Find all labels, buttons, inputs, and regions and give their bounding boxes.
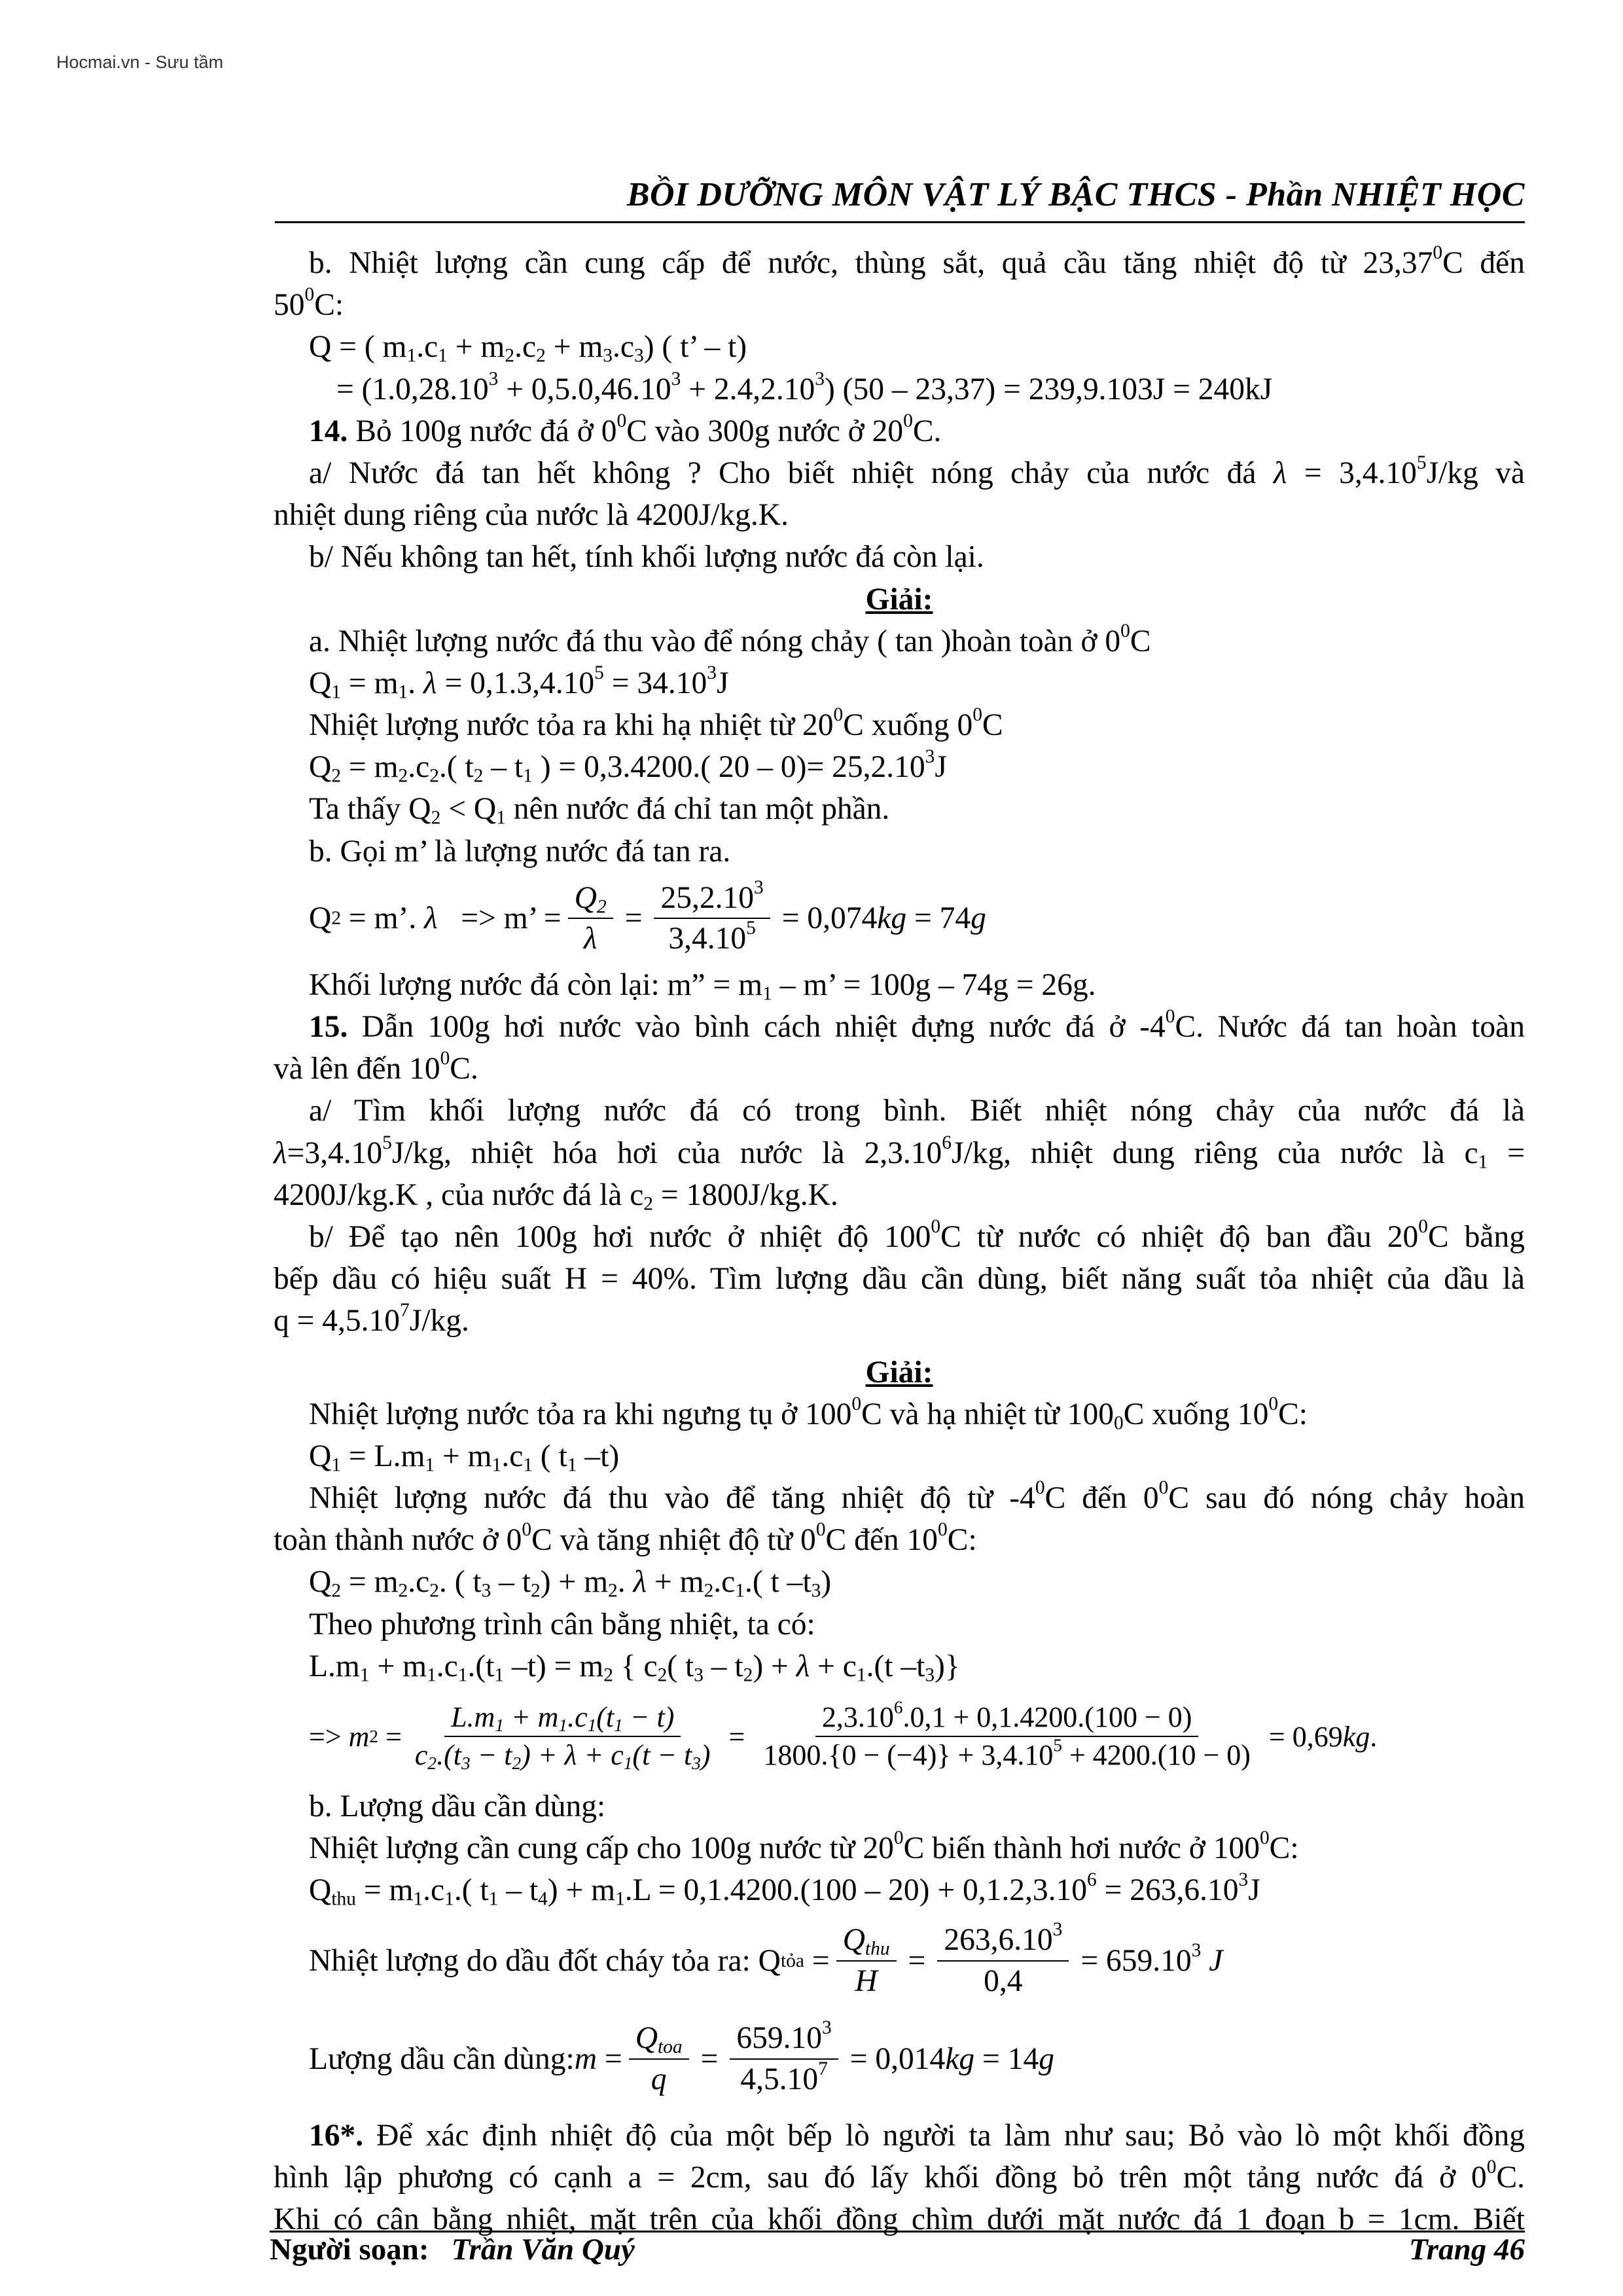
text-line: b. Gọi m’ là lượng nước đá tan ra.: [309, 834, 731, 869]
text-line: Khi có cân bằng nhiệt, mặt trên của khối đồng chìm dưới mặt nước đá 1 đoạn b = 1cm. Biết: [274, 2202, 1525, 2236]
equation-line: Q = ( $m_1.c_1 + m_2.c_2 + m_3.c_3$) ( t’ – t): [309, 330, 747, 367]
fraction-equation: => m 2 = $\frac{L.m_1 + m_1.c_1(t_1 - t)}{c_2.(t_3 - t_2) + \lambda + c_1(t - t_3)}$ = $\frac{2,3.10^6.0,1 + 0,1.4200.(100 - 0)}{1800.\{0 - (-4)\} + 3,4.10^5 + 4200.(10 - 0)}$ = 0,69kg.: [309, 1697, 1378, 1773]
source-watermark: Hocmai.vn - Sưu tầm: [56, 52, 224, 72]
solution-heading: Giải:: [865, 582, 933, 617]
text-line: Ta thấy $Q_2 < Q_1$ nên nước đá chỉ tan một phần.: [309, 792, 890, 829]
solution-heading: Giải:: [865, 1355, 933, 1390]
problem-16-title: 16*. Để xác định nhiệt độ của một bếp lò người ta làm như sau; Bỏ vào lò một khối đồng: [309, 2118, 1525, 2153]
text-line: $\lambda=3,4.10^5J/kg$, nhiệt hóa hơi của nước là 2,3.10$^6$J/kg, nhiệt dung riêng của nước là $c_1$ =: [274, 1132, 1525, 1172]
text-line: 4200J/kg.K , của nước đá là $c_2 = 1800J/kg.K$.: [274, 1177, 838, 1215]
text-line: toàn thành nước ở $0^0C$ và tăng nhiệt độ từ $0^0C$ đến $10^0C$:: [274, 1519, 977, 1558]
text-line: Nhiệt lượng cần cung cấp cho 100g nước từ $20^0C$ biến thành hơi nước ở $100^0C$:: [309, 1827, 1299, 1866]
equation-line: $L.m_1 + m_1.c_1.(t_1$ $-t) = m_2$ { $c_2$( $t_3 - t_2) + \lambda + c_1.(t$ $-t_3$)}: [309, 1649, 960, 1686]
footer-page-number: Trang 46: [1408, 2233, 1525, 2267]
text-line: $50^0C$:: [274, 284, 344, 323]
header-title: BỒI DƯỠNG MÔN VẬT LÝ BẬC THCS - Phần NHIỆT HỌC: [626, 176, 1525, 213]
footer-author: Người soạn: Trần Văn Quý: [270, 2233, 635, 2267]
text-line: $q = 4,5.10^7J/kg$.: [274, 1300, 469, 1338]
fraction-equation: Lượng dầu cần dùng: m = $\frac{Q_{toa}}{q}$ = $\frac{659.10^3}{4,5.10^7}$ = 0,014kg = 14g: [309, 2017, 1054, 2096]
text-line: Nhiệt lượng nước tỏa ra khi ngưng tụ ở $100^0C$ và hạ nhiệt từ $100_0C$ xuống $10^0C$:: [309, 1393, 1308, 1434]
equation-line: $Q_{thu} = m_1.c_1$.( $t_1 - t_4) + m_1.L = 0,1.4200.(100 - 20) + 0,1.2,3.10^6 = 263,6.10^3J$: [309, 1869, 1260, 1910]
text-line: a/ Nước đá tan hết không ? Cho biết nhiệt nóng chảy của nước đá $\lambda = 3,4.10^5J/kg$ và: [309, 452, 1525, 490]
text-line: Theo phương trình cân bằng nhiệt, ta có:: [309, 1607, 815, 1641]
text-line: b/ Nếu không tan hết, tính khối lượng nước đá còn lại.: [309, 540, 984, 575]
text-line: Nhiệt lượng nước đá thu vào để tăng nhiệt độ từ $-4^0C$ đến $0^0C$ sau đó nóng chảy hoàn: [309, 1477, 1525, 1516]
equation-line: = $(1.0,28.10^3 + 0,5.0,46.10^3 + 2.4,2.10^3)$ (50 – 23,37) = 239,9.103J = 240kJ: [336, 368, 1273, 406]
text-line: và lên đến $10^0C$.: [274, 1048, 478, 1086]
text-line: a. Nhiệt lượng nước đá thu vào để nóng chảy ( tan )hoàn toàn ở $0^0C$: [309, 620, 1151, 658]
page-content: [274, 242, 1525, 2240]
fraction-equation: Q 2 = m’. λ => m’ = $\frac{Q_2}{\lambda}$ = $\frac{25,2.10^3}{3,4.10^5}$ = 0,074kg = 74g: [309, 876, 986, 956]
text-line: b. Nhiệt lượng cần cung cấp để nước, thùng sắt, quả cầu tăng nhiệt độ từ 23,37$^0$C đến: [309, 242, 1525, 280]
problem-14-title: 14. Bỏ 100g nước đá ở $0^0C$ vào 300g nước ở $20^0C$.: [309, 410, 942, 448]
equation-line: $Q_2 = m_2.c_2$.( $t_2 - t_1$ ) = 0,3.4200.( $20 - 0)= 25,2.10^3J$: [309, 746, 947, 787]
text-line: bếp dầu có hiệu suất H = 40%. Tìm lượng dầu cần dùng, biết năng suất tỏa nhiệt của dầu là: [274, 1262, 1525, 1297]
text-line: b/ Để tạo nên 100g hơi nước ở nhiệt độ $100^0C$ từ nước có nhiệt độ ban đầu $20^0C$ bằng: [309, 1215, 1525, 1254]
text-line: Nhiệt lượng nước tỏa ra khi hạ nhiệt từ $20^0C$ xuống $0^0C$: [309, 704, 1003, 743]
equation-line: $Q_2 = m_2.c_2$. ( $t_3 - t_2) + m_2$. $\lambda + m_2.c_1$.( t $-t_3$): [309, 1565, 832, 1602]
text-line: a/ Tìm khối lượng nước đá có trong bình. Biết nhiệt nóng chảy của nước đá là: [309, 1094, 1525, 1128]
equation-line: $Q_1 = L.m_1 + m_1.c_1$ ( $t_1$ –t): [309, 1439, 620, 1476]
fraction-equation: Nhiệt lượng do dầu đốt cháy tỏa ra: Q tỏa = $\frac{Q_{thu}}{H}$ = $\frac{263,6.10^3}{0,4}$ = $659.10^3$ J: [309, 1919, 1223, 1998]
text-line: hình lập phương có cạnh a = 2cm, sau đó lấy khối đồng bỏ trên một tảng nước đá ở $0^0C$.: [274, 2156, 1525, 2195]
equation-line: $Q_1 = m_1$. $\lambda = 0,1.3,4.10^5 = 34.10^3J$: [309, 662, 729, 703]
text-line: nhiệt dung riêng của nước là 4200J/kg.K.: [274, 498, 789, 533]
page-header: [275, 169, 1525, 223]
problem-15-title: 15. Dẫn 100g hơi nước vào bình cách nhiệt đựng nước đá ở $-4^0C$. Nước đá tan hoàn toàn: [309, 1005, 1525, 1044]
text-line: Khối lượng nước đá còn lại: m” = $m_1$ – m’ = 100g – 74g = 26g.: [309, 967, 1096, 1005]
text-line: b. Lượng dầu cần dùng:: [309, 1789, 606, 1823]
